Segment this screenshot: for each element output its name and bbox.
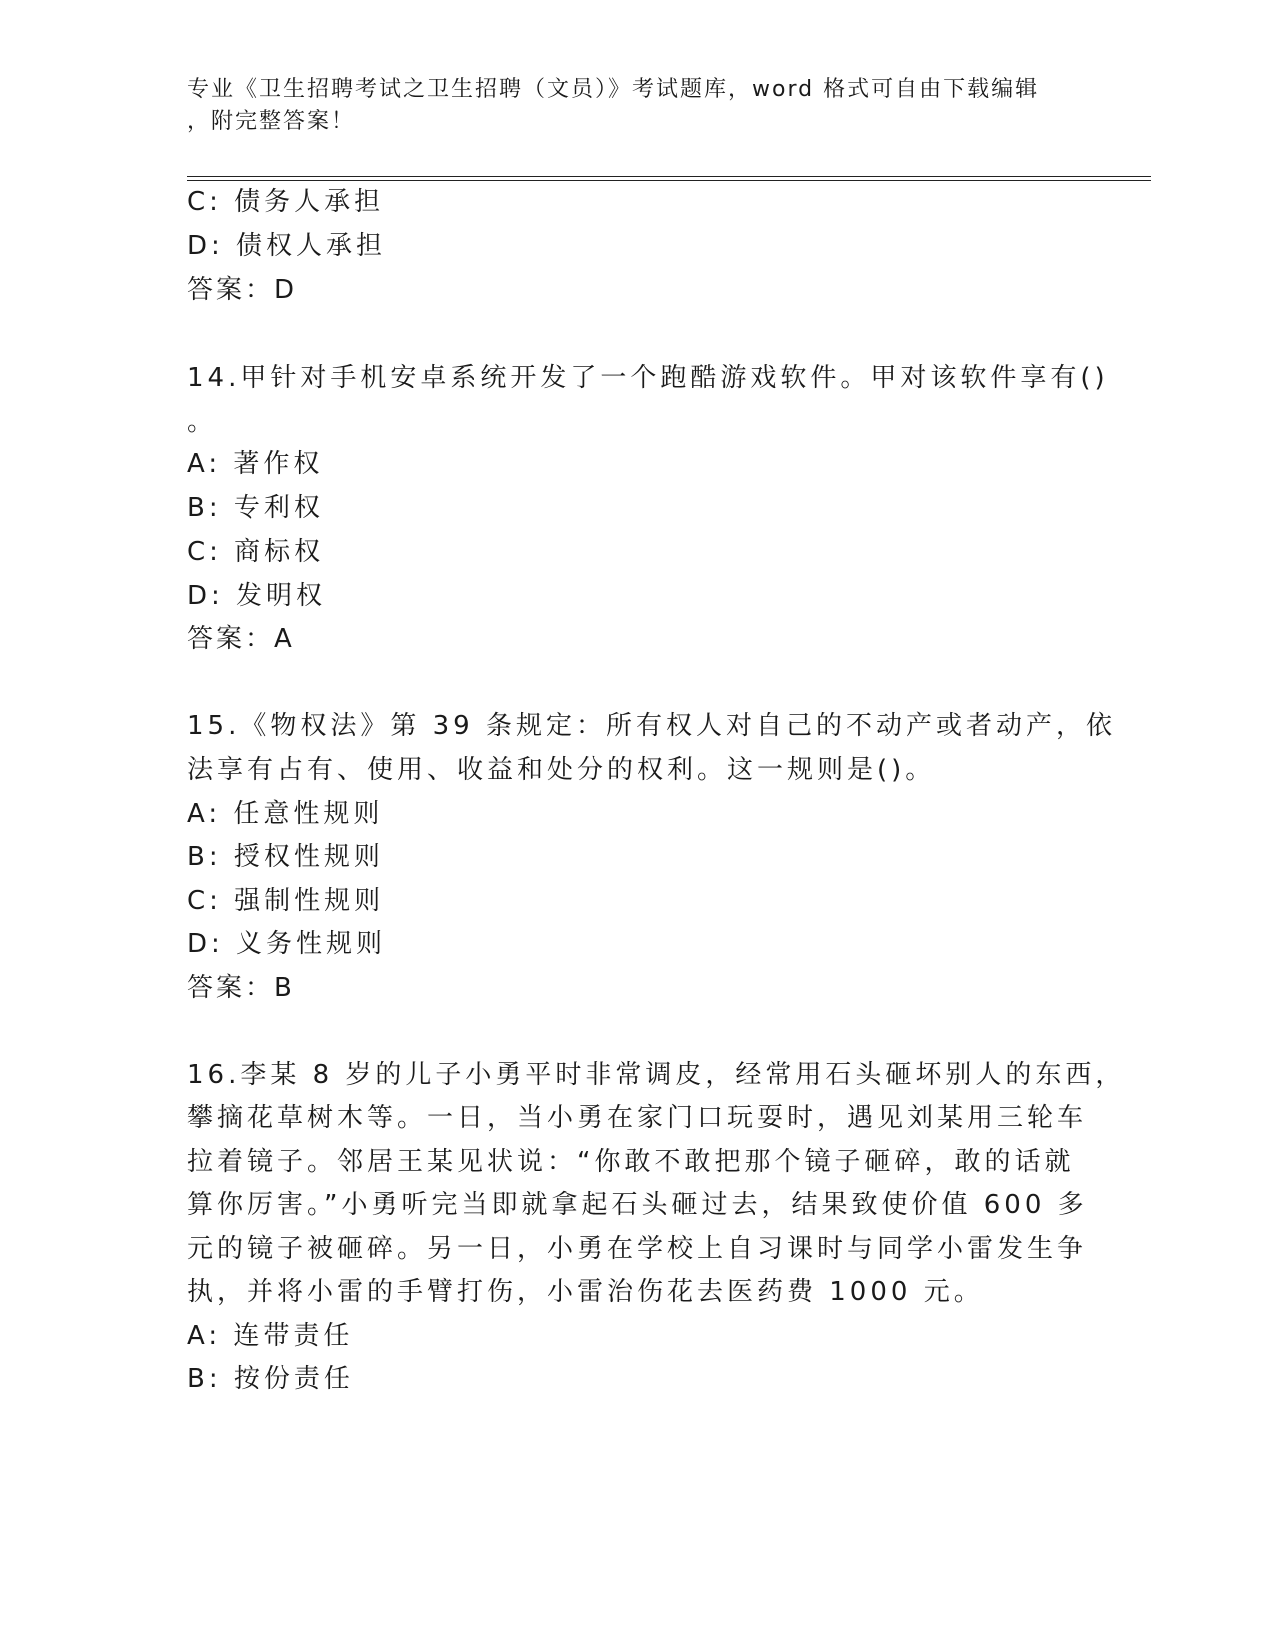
q16-stem-line-1: 16.李某 8 岁的儿子小勇平时非常调皮，经常用石头砸坏别人的东西，	[187, 1060, 1126, 1090]
q16-option-a: A: 连带责任	[187, 1321, 354, 1351]
q14-option-a: A: 著作权	[187, 449, 324, 479]
q15-stem-line-1: 15.《物权法》第 39 条规定：所有权人对自己的不动产或者动产，依	[187, 711, 1116, 741]
q16-option-b: B: 按份责任	[187, 1364, 354, 1394]
q13-answer: 答案：D	[187, 275, 298, 305]
q15-option-d: D: 义务性规则	[187, 929, 387, 959]
header-divider	[187, 176, 1151, 181]
q14-option-b: B: 专利权	[187, 493, 324, 523]
q14-option-d: D: 发明权	[187, 581, 327, 611]
q16-stem-line-4: 算你厉害。”小勇听完当即就拿起石头砸过去，结果致使价值 600 多	[187, 1190, 1088, 1220]
header-line-2: ，附完整答案！	[187, 109, 356, 134]
q14-option-c: C: 商标权	[187, 537, 325, 567]
q13-option-d: D: 债权人承担	[187, 231, 387, 261]
q16-stem-line-5: 元的镜子被砸碎。另一日，小勇在学校上自习课时与同学小雷发生争	[187, 1234, 1088, 1264]
q14-stem-line-1: 14.甲针对手机安卓系统开发了一个跑酷游戏软件。甲对该软件享有()	[187, 363, 1109, 393]
header-line-1: 专业《卫生招聘考试之卫生招聘（文员）》考试题库，word 格式可自由下载编辑	[187, 77, 1040, 102]
page-header	[187, 74, 1067, 138]
q16-stem-line-6: 执，并将小雷的手臂打伤，小雷治伤花去医药费 1000 元。	[187, 1277, 984, 1307]
q16-stem-line-2: 攀摘花草树木等。一日，当小勇在家门口玩耍时，遇见刘某用三轮车	[187, 1103, 1088, 1133]
q15-answer: 答案：B	[187, 973, 295, 1003]
q15-stem-line-2: 法享有占有、使用、收益和处分的权利。这一规则是()。	[187, 755, 936, 785]
q15-option-b: B: 授权性规则	[187, 842, 384, 872]
q14-answer: 答案：A	[187, 624, 295, 654]
q15-option-c: C: 强制性规则	[187, 886, 385, 916]
q13-option-c: C: 债务人承担	[187, 187, 385, 217]
q15-option-a: A: 任意性规则	[187, 799, 384, 829]
q16-stem-line-3: 拉着镜子。邻居王某见状说：“你敢不敢把那个镜子砸碎，敢的话就	[187, 1147, 1075, 1177]
q14-stem-line-2: 。	[187, 407, 218, 437]
